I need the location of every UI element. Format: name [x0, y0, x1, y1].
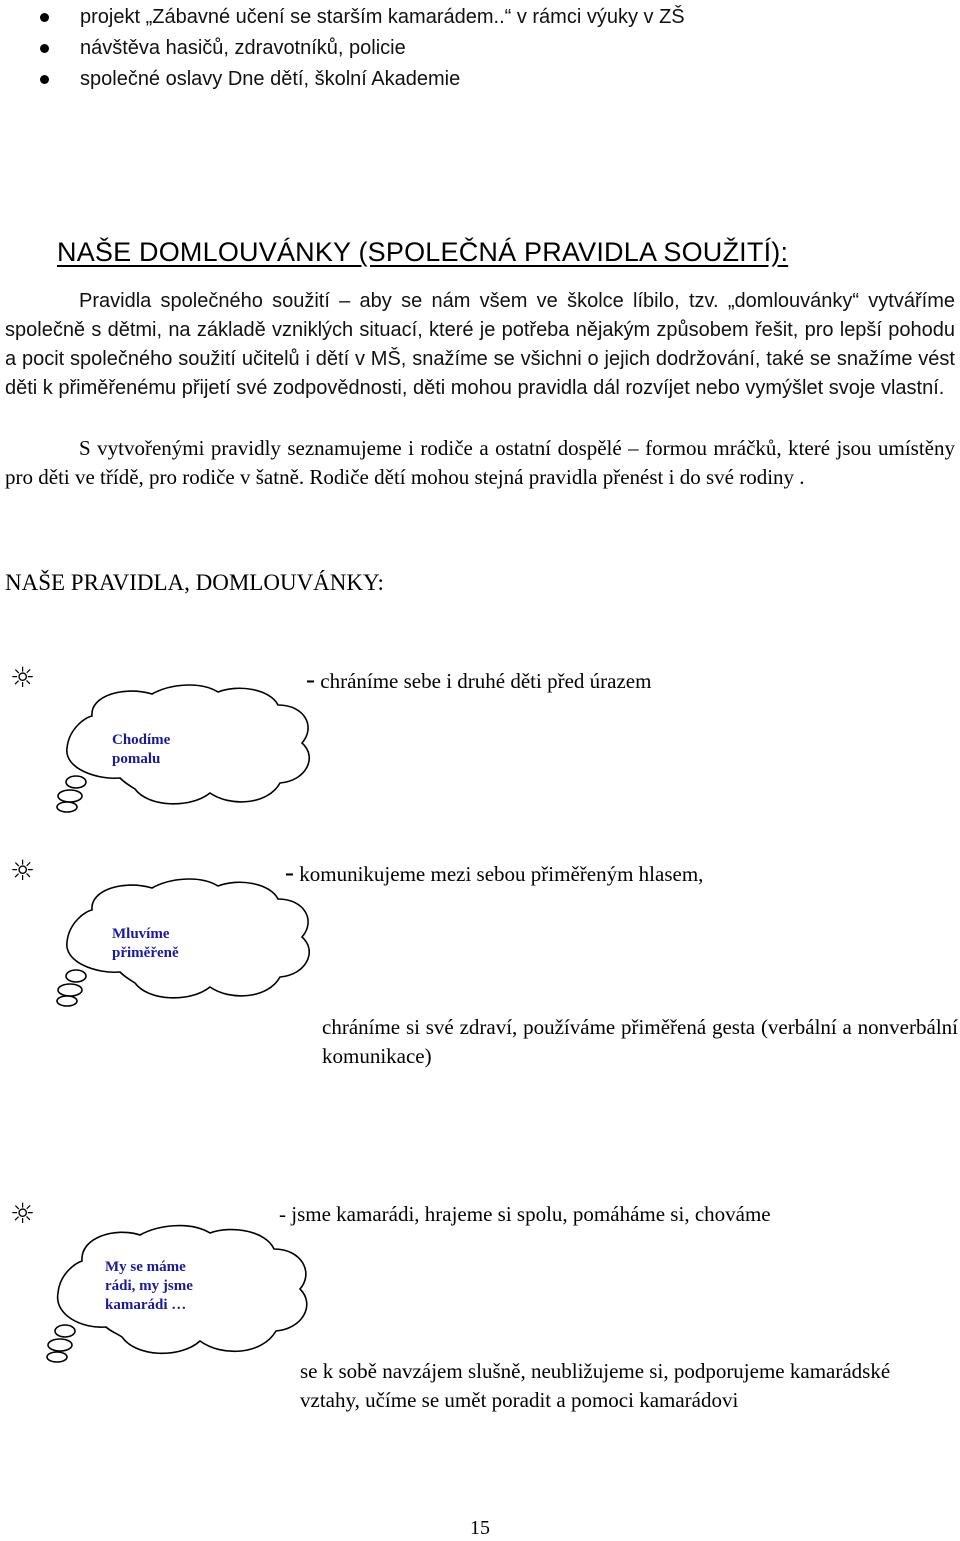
bullet-item [40, 2, 940, 33]
sun-icon: ☼ [10, 1197, 36, 1230]
parents-paragraph [5, 434, 955, 492]
rule-dash: - [306, 664, 315, 694]
cloud-3-label [105, 1258, 193, 1315]
rule-3-extra: se k sobě navzájem slušně, neubližujeme si, podporujeme kamarádské vztahy, učíme se umět poradit a pomoci kamarádovi [300, 1359, 891, 1412]
rule-2-text [285, 857, 703, 888]
rule-1-description: chráníme sebe i druhé děti před úrazem [320, 669, 652, 693]
bullet-text: návštěva hasičů, zdravotníků, policie [80, 37, 406, 59]
thought-cloud-1 [50, 683, 320, 818]
cloud-2-line2: přiměřeně [112, 945, 179, 961]
parents-text: S vytvořenými pravidly seznamujeme i rodiče a ostatní dospělé – formou mráčků, které jsou umístěny pro děti ve třídě, pro rodiče v šatně. Rodiče dětí mohou stejná pravidla přenést i do své rodiny . [5, 436, 955, 489]
cloud-1-label [112, 731, 170, 769]
cloud-3-line3: kamarádi … [105, 1297, 187, 1313]
cloud-3-line1: My se máme [105, 1259, 186, 1275]
rules-intro-text: Pravidla společného soužití – aby se nám všem ve školce líbilo, tzv. „domlouvánky“ vytváříme společně s dětmi, na základě vzniklých situací, které je potřeba nějakým způsobem řešit, pro lepší pohodu a pocit společného soužití učitelů i dětí v MŠ, snažíme se všichni o jejich dodržování, také se snažíme vést děti k přiměřenému přijetí své zodpovědnosti, děti mohou pravidla dál rozvíjet nebo vymýšlet svoje vlastní. [5, 290, 955, 399]
rule-2-description: komunikujeme mezi sebou přiměřeným hlasem, [299, 862, 704, 886]
rule-dash: - [285, 857, 294, 887]
cloud-2-line1: Mluvíme [112, 926, 170, 942]
thought-cloud-2 [50, 877, 320, 1012]
cloud-1-line1: Chodíme [112, 732, 171, 748]
bullet-text: projekt „Zábavné učení se starším kamarádem..“ v rámci výuky v ZŠ [80, 6, 685, 28]
bullet-dot [40, 44, 49, 53]
bullet-item [40, 33, 940, 64]
sun-icon: ☼ [10, 854, 36, 887]
rule-3-text [279, 1202, 771, 1227]
bullet-dot [40, 75, 49, 84]
rule-1-text [306, 664, 651, 695]
rules-section-heading: NAŠE DOMLOUVÁNKY (SPOLEČNÁ PRAVIDLA SOUŽITÍ): [57, 237, 789, 267]
rules-list-heading: NAŠE PRAVIDLA, DOMLOUVÁNKY: [5, 570, 384, 595]
rule-dash: - [279, 1202, 286, 1226]
rule-2-extra: chráníme si své zdraví, používáme přiměřená gesta (verbální a nonverbální komunikace) [322, 1015, 958, 1068]
sun-icon: ☼ [10, 661, 36, 694]
cloud-2-label [112, 925, 179, 963]
page-number: 15 [470, 1517, 490, 1539]
activity-bullet-list [40, 2, 940, 95]
cloud-3-line2: rádi, my jsme [105, 1278, 193, 1294]
bullet-text: společné oslavy Dne dětí, školní Akademie [80, 68, 461, 90]
cloud-1-line2: pomalu [112, 751, 161, 767]
rule-3-description: jsme kamarádi, hrajeme si spolu, pomáháme si, chováme [291, 1202, 771, 1226]
bullet-dot [40, 13, 49, 22]
bullet-item [40, 64, 940, 95]
rules-intro-paragraph [5, 287, 955, 403]
